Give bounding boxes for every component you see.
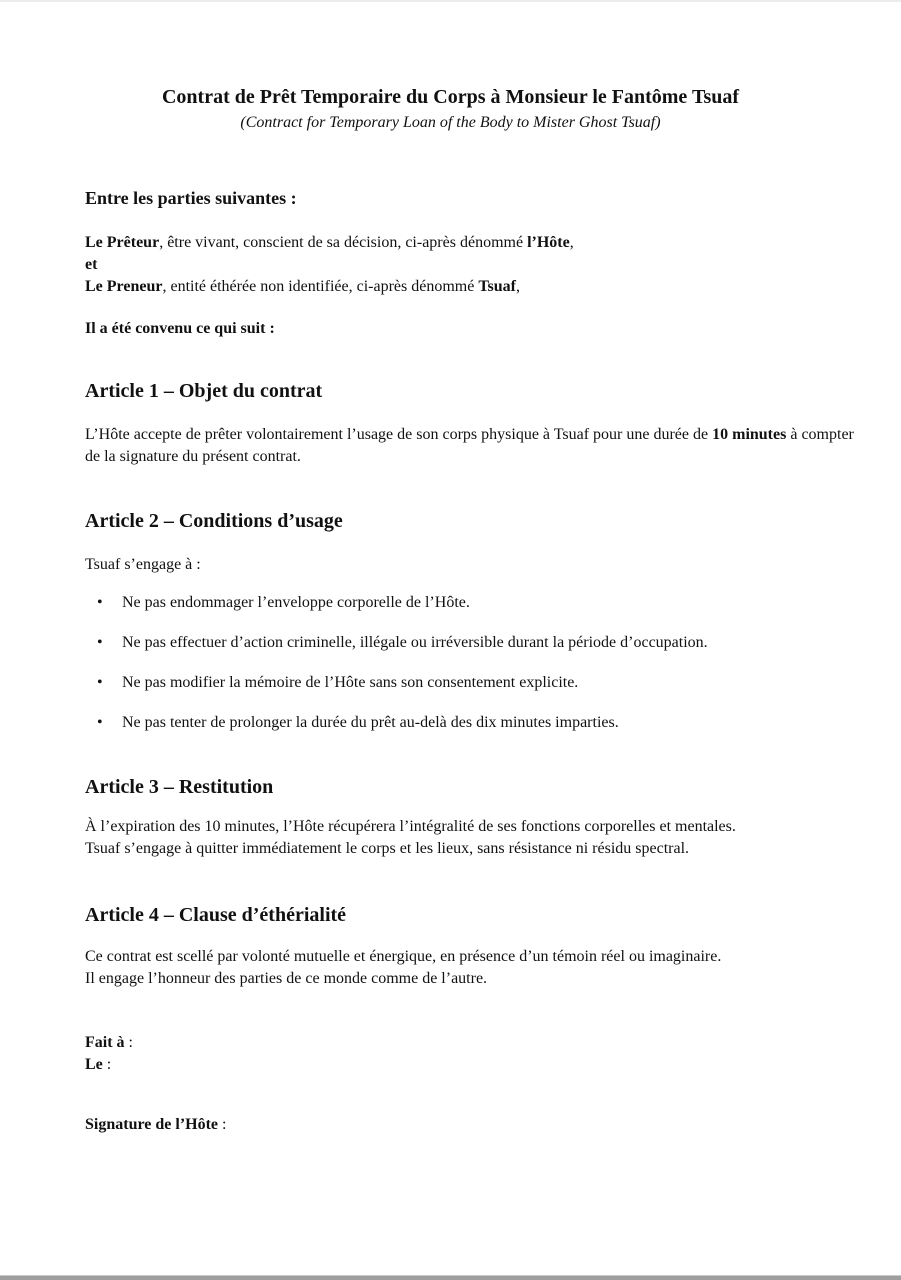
parties-paragraph [85,232,861,298]
page-bottom-edge [0,1275,901,1280]
article-4-body [85,946,861,990]
article-3-line2: Tsuaf s’engage à quitter immédiatement le corps et les lieux, sans résistance ni résidu spectral. [85,840,690,857]
parties-heading: Entre les parties suivantes : [85,188,297,208]
article-1-text-end: à compter de la signature du présent contrat. [85,426,854,465]
borrower-name: Le Preneur [85,278,163,295]
article-4-line2: Il engage l’honneur des parties de ce monde comme de l’autre. [85,970,488,987]
borrower-description: , entité éthérée non identifiée, ci-après dénommé [162,278,479,295]
page-title: Contrat de Prêt Temporaire du Corps à Monsieur le Fantôme Tsuaf [161,86,740,108]
lender-name: Le Prêteur [85,234,160,251]
article-4-heading: Article 4 – Clause d’éthérialité [85,904,347,926]
place-colon: : [124,1034,133,1051]
document-header [0,0,901,134]
article-1-body [85,424,861,468]
list-item: • Ne pas effectuer d’action criminelle, illégale ou irréversible durant la période d’occupation. [85,632,861,654]
article-3-body [85,816,861,860]
closing-block [85,1032,861,1076]
list-item: • Ne pas endommager l’enveloppe corporelle de l’Hôte. [85,592,861,614]
borrower-end: , [515,278,520,295]
list-item: • Ne pas modifier la mémoire de l’Hôte sans son consentement explicite. [85,672,861,694]
place-label: Fait à [85,1034,125,1051]
parties-conjunction: et [85,256,98,273]
list-item: • Ne pas tenter de prolonger la durée du prêt au-delà des dix minutes imparties. [85,712,861,734]
conditions-list [85,592,861,734]
article-1-duration: 10 minutes [712,426,787,443]
page-subtitle: (Contract for Temporary Loan of the Body to Mister Ghost Tsuaf) [240,114,661,131]
signature-label: Signature de l’Hôte [85,1116,219,1133]
article-4-line1: Ce contrat est scellé par volonté mutuelle et énergique, en présence d’un témoin réel ou imaginaire. [85,948,722,965]
lender-description: , être vivant, conscient de sa décision, ci-après dénommé [159,234,528,251]
date-label: Le [85,1056,103,1073]
lender-alias: l’Hôte [527,234,570,251]
article-2-intro: Tsuaf s’engage à : [85,556,201,573]
borrower-alias: Tsuaf [478,278,516,295]
article-3-heading: Article 3 – Restitution [85,776,274,798]
article-3-line1: À l’expiration des 10 minutes, l’Hôte récupérera l’intégralité de ses fonctions corporelles et mentales. [85,818,736,835]
signature-block [85,1114,861,1136]
page-top-edge [0,0,901,2]
article-1-heading: Article 1 – Objet du contrat [85,380,323,402]
lender-end: , [569,234,574,251]
agreement-line: Il a été convenu ce qui suit : [85,320,275,337]
article-1-text-start: L’Hôte accepte de prêter volontairement l’usage de son corps physique à Tsuaf pour une durée de [85,426,713,443]
article-2-heading: Article 2 – Conditions d’usage [85,510,343,532]
date-colon: : [102,1056,112,1073]
document-body [0,186,901,1136]
signature-colon: : [218,1116,227,1133]
